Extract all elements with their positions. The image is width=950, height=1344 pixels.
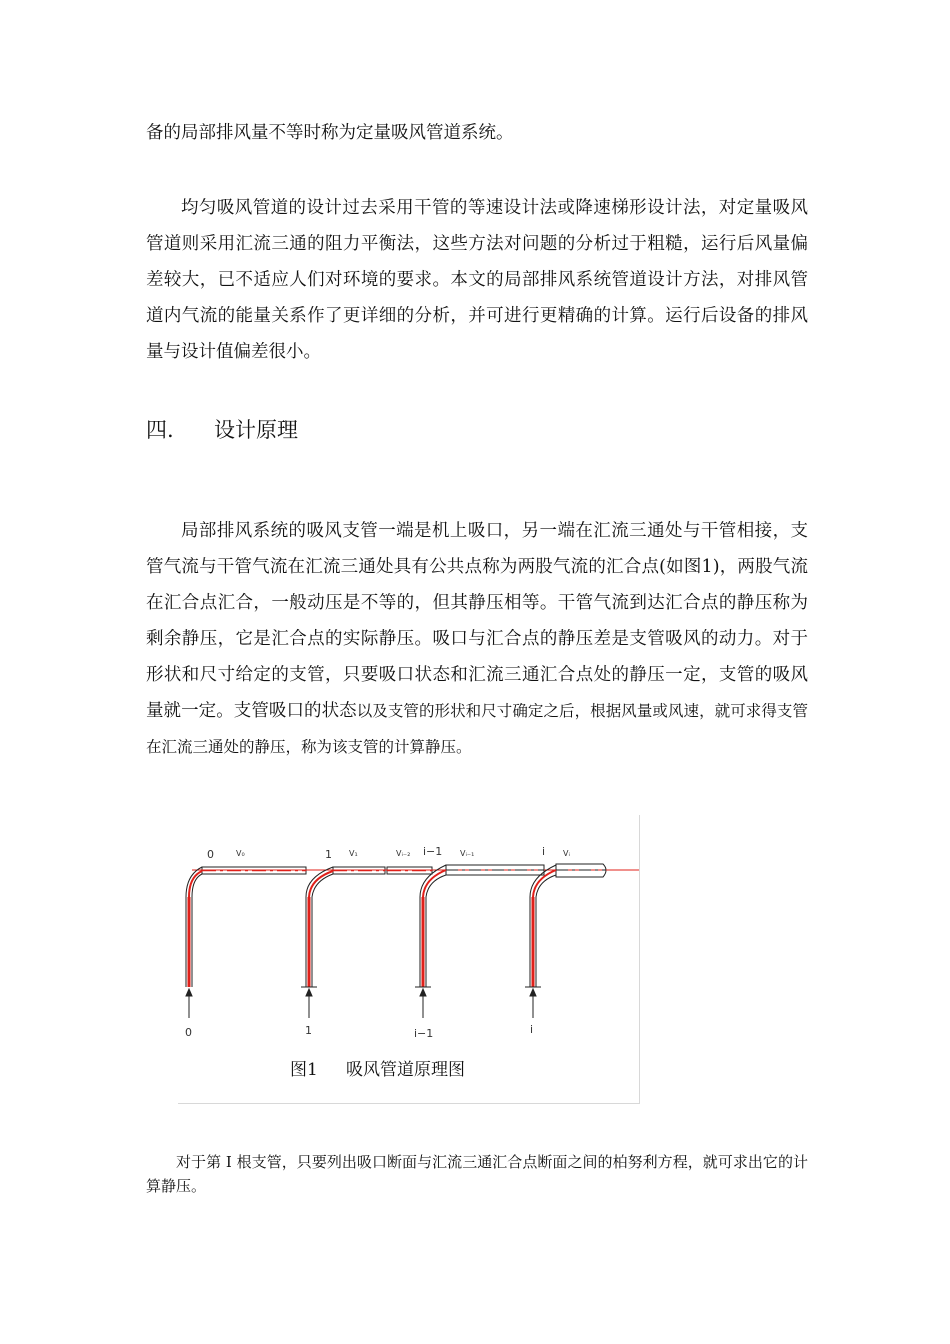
section-heading bbox=[146, 414, 298, 444]
label-v0: V₀ bbox=[236, 849, 245, 858]
paragraph-2-text: 均匀吸风管道的设计过去采用干管的等速设计法或降速梯形设计法，对定量吸风管道则采用汇流三通的阻力平衡法，这些方法对问题的分析过于粗糙，运行后风量偏差较大，已不适应人们对环境的要求。本文的局部排风系统管道设计方法，对排风管道内气流的能量关系作了更详细的分析，并可进行更精确的计算。运行后设备的排风量与设计值偏差很小。 bbox=[146, 198, 808, 362]
inlet-label-1: 1 bbox=[305, 1024, 312, 1037]
inlet-label-0: 0 bbox=[185, 1026, 192, 1039]
branch-1 bbox=[301, 867, 333, 987]
paragraph-3 bbox=[146, 513, 808, 765]
paragraph-3-main: 局部排风系统的吸风支管一端是机上吸口，另一端在汇流三通处与干管相接，支管气流与干管气流在汇流三通处具有公共点称为两股气流的汇合点(如图1)，两股气流在汇合点汇合，一般动压是不等的，但其静压相等。干管气流到达汇合点的静压称为剩余静压，它是汇合点的实际静压。吸口与汇合点的静压差是支管吸风的动力。对于形状和尺寸给定的支管，只要吸口状态和汇流三通汇合点处的静压一定，支管的吸风量就一定。支管吸口的状态 bbox=[146, 521, 808, 721]
paragraph-4-text: 对于第 I 根支管，只要列出吸口断面与汇流三通汇合点断面之间的柏努利方程，就可求出它的计算静压。 bbox=[146, 1153, 808, 1195]
label-i: i bbox=[542, 845, 546, 858]
label-vi-2: Vᵢ₋₂ bbox=[396, 849, 411, 858]
label-vi: Vᵢ bbox=[563, 849, 570, 858]
figure-caption bbox=[290, 1055, 465, 1080]
label-0: 0 bbox=[207, 848, 214, 861]
label-i-1: i−1 bbox=[423, 845, 443, 858]
paragraph-3-small: 以及支管的形状和尺寸确定之后，根据风量或风速，就可求得支管在汇流三通处的静压，称为该支管的计算静压。 bbox=[146, 702, 808, 756]
paragraph-4 bbox=[146, 1150, 808, 1198]
paragraph-3-text bbox=[146, 513, 808, 765]
figure-caption-title: 吸风管道原理图 bbox=[346, 1060, 465, 1080]
section-title: 设计原理 bbox=[214, 418, 298, 442]
inlet-label-i: i bbox=[530, 1023, 534, 1036]
inlet-label-i-1: i−1 bbox=[414, 1027, 434, 1040]
label-1: 1 bbox=[325, 848, 332, 861]
figure-caption-number: 图1 bbox=[290, 1060, 318, 1080]
paragraph-1 bbox=[146, 115, 808, 151]
section-number: 四. bbox=[146, 418, 174, 442]
label-vi-1: Vᵢ₋₁ bbox=[460, 849, 475, 858]
paragraph-1-text: 备的局部排风量不等时称为定量吸风管道系统。 bbox=[146, 123, 514, 143]
arrow-icon bbox=[186, 989, 192, 996]
branch-0 bbox=[186, 867, 202, 987]
branch-i bbox=[525, 865, 556, 987]
paragraph-2 bbox=[146, 190, 808, 370]
arrow-icon bbox=[420, 989, 426, 996]
label-v1: V₁ bbox=[349, 849, 358, 858]
arrow-icon bbox=[306, 989, 312, 996]
inlet-arrows bbox=[186, 989, 536, 1018]
arrow-icon bbox=[530, 989, 536, 996]
branch-i-minus-1 bbox=[415, 865, 446, 987]
